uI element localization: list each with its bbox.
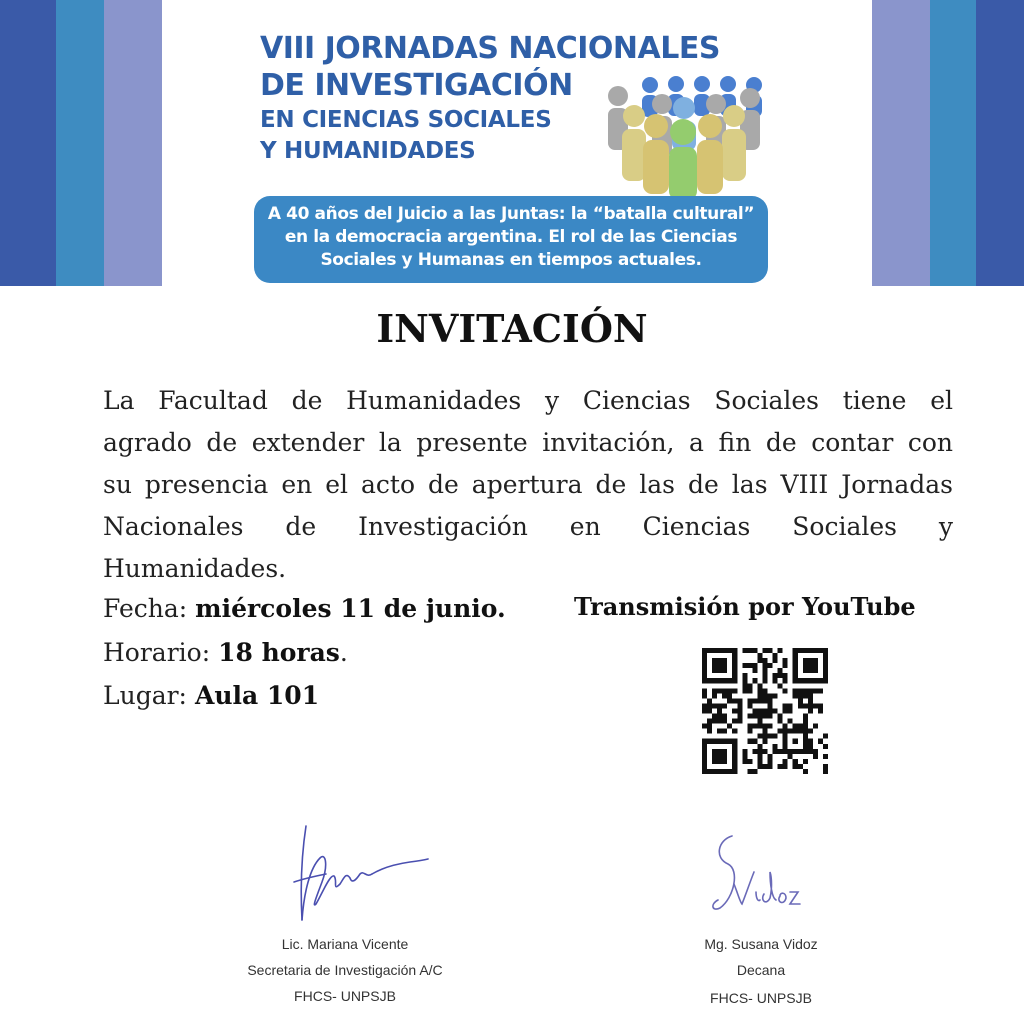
date-value: miércoles 11 de junio. [195,594,506,623]
paragraph-line: La Facultad de Humanidades y Ciencias Sociales tiene el [103,386,953,415]
time-value: 18 horas [218,638,340,667]
right-stripe-light [872,0,930,286]
place-row [103,681,319,710]
left-stripe-mid [56,0,104,286]
signature-susana-vidoz [704,828,804,920]
event-title-line-3: EN CIENCIAS SOCIALES [260,107,552,133]
paragraph-line: su presencia en el acto de apertura de las de las VIII Jornadas [103,470,953,499]
date-row [103,594,506,623]
time-row [103,638,348,667]
invitation-paragraph [103,380,953,590]
qr-code-icon[interactable] [702,648,828,774]
subtitle-banner-text [254,203,768,272]
signer-1-role: Secretaria de Investigación A/C [247,962,443,978]
banner-line-2: en la democracia argentina. El rol de las Ciencias [284,227,738,247]
date-label: Fecha: [103,594,196,623]
signer-1-org: FHCS- UNPSJB [294,988,396,1004]
place-value: Aula 101 [194,681,320,710]
event-title-line-2: DE INVESTIGACIÓN [260,68,573,103]
right-stripe-dark [976,0,1024,286]
left-stripe-dark [0,0,56,286]
people-crowd-icon [598,74,774,200]
signer-2-role: Decana [736,962,786,978]
banner-line-1: A 40 años del Juicio a las Juntas: la “batalla cultural” [267,204,755,224]
paragraph-line: agrado de extender la presente invitación, a fin de contar con [103,428,953,457]
event-title-line-4: Y HUMANIDADES [260,138,476,164]
signer-2-name: Mg. Susana Vidoz [704,936,818,952]
paragraph-line: Humanidades. [103,554,287,583]
time-label: Horario: [103,638,219,667]
place-label: Lugar: [103,681,195,710]
youtube-stream-label: Transmisión por YouTube [574,592,916,621]
signature-mariana-vicente [286,822,436,926]
right-stripe-mid [930,0,976,286]
banner-line-3: Sociales y Humanas en tiempos actuales. [320,250,702,270]
paragraph-line: Nacionales de Investigación en Ciencias Sociales y [103,512,953,541]
signer-1-name: Lic. Mariana Vicente [281,936,409,952]
time-suffix: . [339,638,348,667]
event-title-line-1: VIII JORNADAS NACIONALES [260,31,720,66]
page-title: INVITACIÓN [376,306,648,351]
signer-2-org: FHCS- UNPSJB [710,990,812,1006]
left-stripe-light [104,0,162,286]
